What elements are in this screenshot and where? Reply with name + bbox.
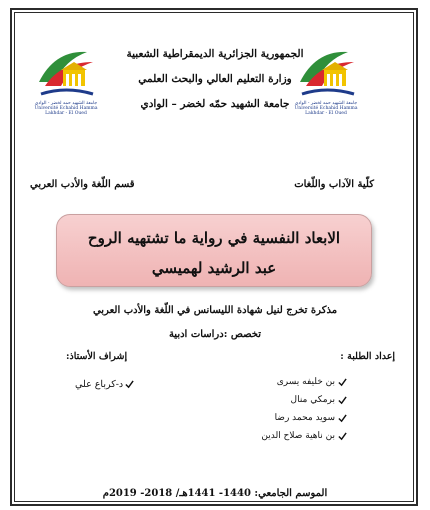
academic-year: الموسم الجامعي: 1440- 1441هـ/ 2018- 2019م: [102, 488, 328, 499]
student-item: [261, 431, 347, 441]
checkmark-icon: [338, 396, 347, 405]
student-name: برمكي منال: [290, 395, 335, 405]
checkmark-icon: [338, 432, 347, 441]
logo-caption-ar-right: جامعة الشهيد حمه لخضر - الوادي: [294, 101, 358, 106]
student-item: [291, 395, 347, 405]
logo-caption-right: [294, 101, 358, 116]
students-heading: إعداد الطلبة :: [340, 351, 395, 362]
logo-caption-left: [34, 101, 98, 116]
department-name: قسم اللّغة والأدب العربي: [30, 179, 135, 190]
logo-caption-en-right: Université Echahid Hamma Lakhdar - El Oued: [294, 106, 358, 116]
supervisor-name: د-كرباع علي: [75, 379, 124, 390]
checkmark-icon: [125, 380, 134, 389]
student-name: سويد محمد رضا: [274, 413, 335, 423]
thesis-title-line2: عبد الرشيد لهميسي: [151, 259, 277, 277]
university-heading: جامعة الشهيد حمّه لخضر – الوادي: [140, 98, 290, 110]
checkmark-icon: [338, 378, 347, 387]
checkmark-icon: [338, 414, 347, 423]
university-emblem-icon: [296, 42, 358, 102]
supervisor-item: [75, 379, 134, 390]
student-name: بن ناهية صلاح الدين: [261, 431, 335, 441]
supervisor-heading: إشراف الأستاذ:: [66, 351, 128, 362]
specialization: تخصص :دراسات ادبية: [168, 329, 262, 340]
student-item: [277, 377, 347, 387]
thesis-purpose: مذكرة تخرج لنيل شهادة الليسانس في اللّغة والأدب العربي: [92, 305, 338, 316]
logo-caption-ar-left: جامعة الشهيد حمه لخضر - الوادي: [34, 101, 98, 106]
university-emblem-icon: [35, 42, 97, 102]
ministry-heading: وزارة التعليم العالي والبحث العلمي: [138, 73, 292, 85]
student-name: بن خليفه يسرى: [276, 377, 335, 387]
college-name: كلّية الآداب واللّغات: [294, 179, 374, 190]
thesis-title-line1: الابعاد النفسية في رواية ما تشتهيه الروح: [87, 229, 341, 247]
republic-heading: الجمهورية الجزائرية الديمقراطية الشعبية: [126, 48, 304, 60]
university-logo-left: [35, 42, 97, 102]
title-box: [56, 214, 372, 287]
university-logo-right: [296, 42, 358, 102]
student-item: [275, 413, 347, 423]
logo-caption-en-left: Université Echahid Hamma Lakhdar - El Oued: [34, 106, 98, 116]
